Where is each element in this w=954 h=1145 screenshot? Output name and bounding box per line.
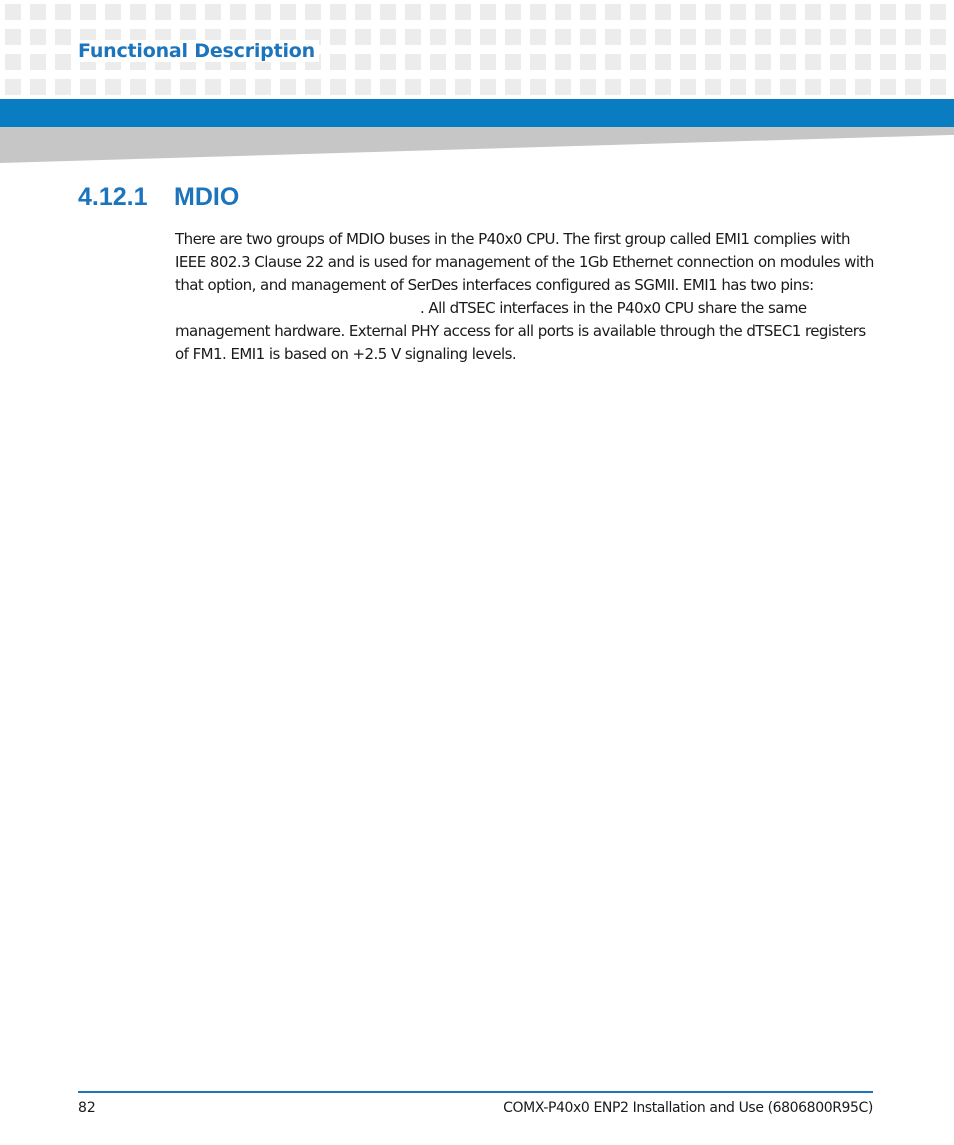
header-gray-wedge — [0, 127, 954, 163]
document-title: COMX-P40x0 ENP2 Installation and Use (6806800R95C) — [503, 1100, 873, 1116]
section-heading — [78, 183, 239, 212]
page-number: 82 — [78, 1100, 96, 1116]
header-blue-band — [0, 99, 954, 127]
body-paragraph — [175, 228, 875, 366]
running-section-title: Functional Description — [78, 40, 319, 62]
paragraph-text-part2: . All dTSEC interfaces in the P40x0 CPU share the same management hardware. External PHY access for all ports is available through the dTSEC1 registers of FM1. EMI1 is based on +2.5 V signaling levels. — [175, 299, 866, 363]
footer-rule — [78, 1091, 873, 1093]
section-heading-title: MDIO — [174, 183, 240, 211]
paragraph-text-part1: There are two groups of MDIO buses in the P40x0 CPU. The first group called EMI1 complies with IEEE 802.3 Clause 22 and is used for management of the 1Gb Ethernet connection on modules with that option, and management of SerDes interfaces configured as SGMII. EMI1 has two pins: — [175, 230, 874, 294]
section-number: 4.12.1 — [78, 183, 148, 211]
